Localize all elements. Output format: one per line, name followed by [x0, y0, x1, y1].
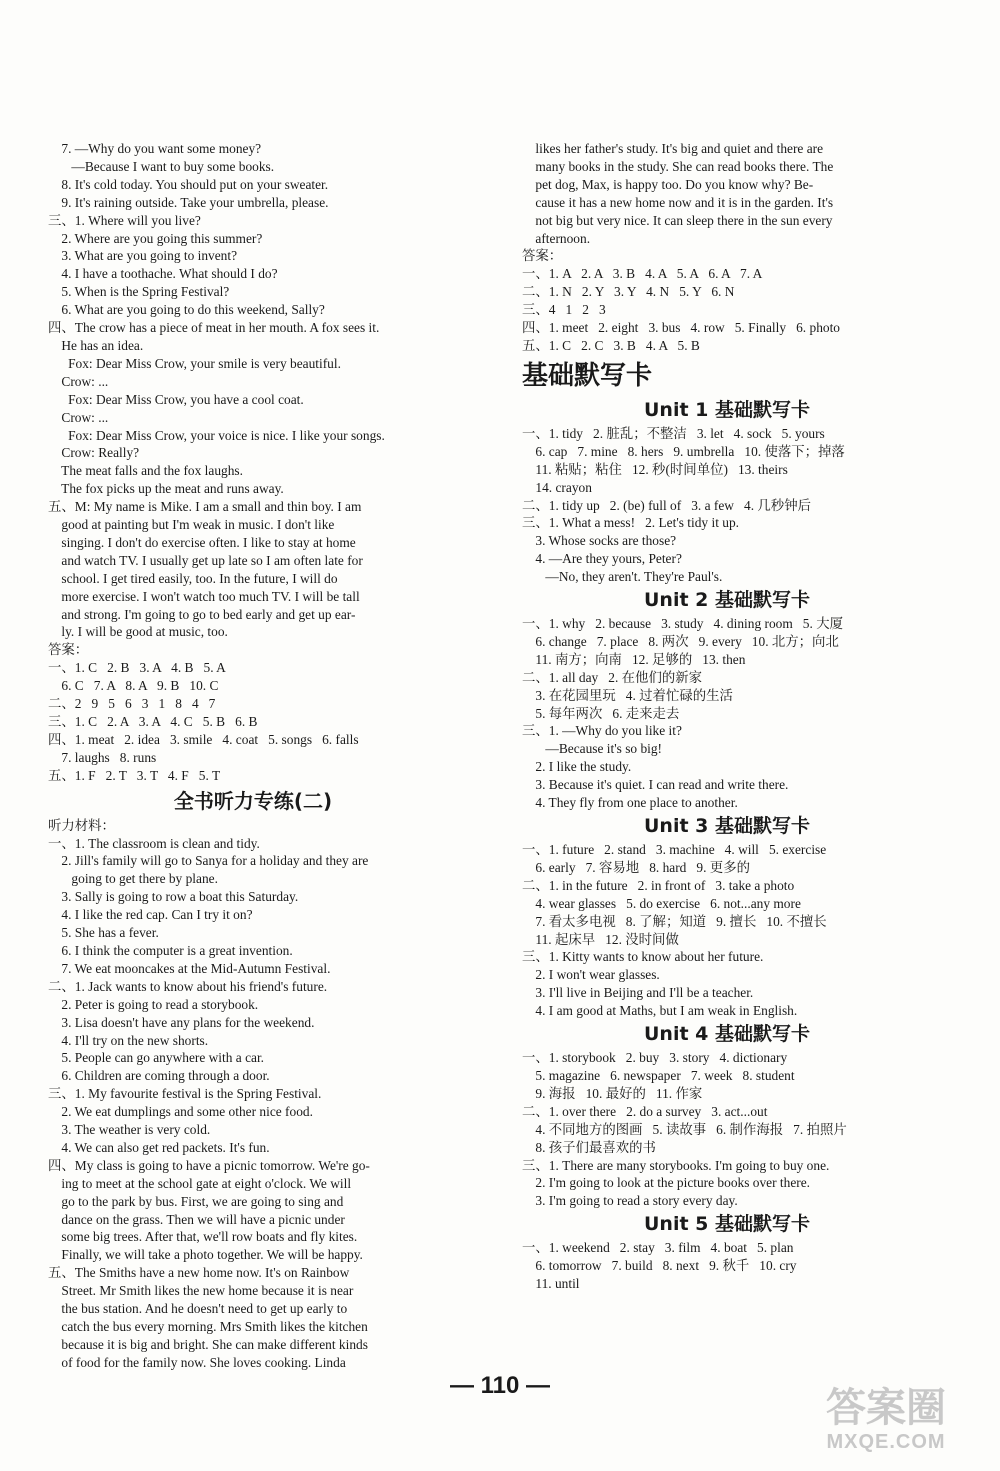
text-line: 9. 海报 10. 最好的 11. 作家 [522, 1085, 703, 1101]
text-line: 2. Peter is going to read a storybook. [48, 996, 259, 1012]
text-line: 11. 南方；向南 12. 足够的 13. then [522, 651, 746, 667]
text-line: 4. I'll try on the new shorts. [48, 1032, 209, 1048]
text-line: 6. I think the computer is a great invention. [48, 942, 293, 958]
text-line: 3. 在花园里玩 4. 过着忙碌的生活 [522, 687, 733, 703]
text-line: 答案： [522, 248, 563, 264]
text-line: 四、1. meat 2. idea 3. smile 4. coat 5. songs 6. falls [48, 731, 359, 747]
text-line: 四、The crow has a piece of meat in her mouth. A fox sees it. [48, 320, 380, 336]
text-line: 4. wear glasses 5. do exercise 6. not...any more [522, 895, 801, 911]
text-line: school. I get tired easily, too. In the future, I will do [48, 570, 338, 586]
text-line: 7. We eat mooncakes at the Mid-Autumn Festival. [48, 960, 331, 976]
text-line: He has an idea. [48, 337, 144, 353]
text-line: 2. I'm going to look at the picture books over there. [522, 1175, 811, 1191]
text-line: 2. I won't wear glasses. [522, 967, 660, 983]
text-line: 4. —Are they yours, Peter? [522, 551, 682, 567]
text-line: 4. I like the red cap. Can I try it on? [48, 907, 253, 923]
text-line: 6. early 7. 容易地 8. hard 9. 更多的 [522, 859, 750, 875]
text-line: 2. I like the study. [522, 759, 632, 775]
text-line: catch the bus every morning. Mrs Smith likes the kitchen [48, 1319, 368, 1334]
page-number: — 110 — [449, 1372, 551, 1399]
text-line: many books in the study. She can read books there. The [522, 158, 834, 174]
text-line: 5. She has a fever. [48, 925, 159, 941]
text-line: 3. Sally is going to row a boat this Saturday. [48, 889, 299, 905]
text-line: 14. crayon [522, 479, 592, 495]
text-line: 三、4 1 2 3 [522, 302, 606, 318]
text-line: 一、1. C 2. B 3. A 4. B 5. A [48, 660, 226, 676]
text-line: 3. I'll live in Beijing and I'll be a teacher. [522, 985, 754, 1001]
text-line: 3. Because it's quiet. I can read and write there. [522, 777, 789, 793]
text-line: 6. change 7. place 8. 两次 9. every 10. 北方；向北 [522, 633, 839, 649]
text-line: 2. Jill's family will go to Sanya for a holiday and they are [48, 853, 369, 869]
dictation-cards-title: 基础默写卡 [522, 360, 653, 391]
unit-lines [522, 841, 932, 1020]
text-line: Crow: ... [48, 409, 109, 425]
unit-lines [522, 425, 932, 586]
text-line: Street. Mr Smith likes the new home because it is near [48, 1283, 354, 1299]
text-line: 4. We can also get red packets. It's fun. [48, 1139, 270, 1155]
listening-material-2 [48, 817, 458, 1372]
text-line: Crow: Really? [48, 445, 140, 461]
text-line: and watch TV. I usually get up late so I am often late for [48, 552, 363, 568]
section-title-listening-2: 全书听力专练(二) [173, 788, 333, 813]
text-line: 11. 起床早 12. 没时间做 [522, 931, 679, 947]
text-line: 五、The Smiths have a new home now. It's on Rainbow [48, 1265, 350, 1281]
text-line: 3. What are you going to invent? [48, 248, 238, 264]
text-line: 4. 不同地方的图画 5. 读故事 6. 制作海报 7. 拍照片 [522, 1121, 847, 1137]
text-line: 答案： [48, 642, 89, 658]
text-line: good at painting but I'm weak in music. I don't like [48, 517, 335, 533]
text-line: of food for the family now. She loves cooking. Linda [48, 1354, 346, 1370]
left-column [48, 140, 458, 1372]
text-line: 9. It's raining outside. Take your umbrella, please. [48, 194, 329, 210]
text-line: 二、1. tidy up 2. (be) full of 3. a few 4. 几秒钟后 [522, 497, 811, 513]
text-line: 二、1. all day 2. 在他们的新家 [522, 669, 703, 685]
text-line: 3. Whose socks are those? [522, 533, 677, 549]
text-line: pet dog, Max, is happy too. Do you know why? Be- [522, 176, 814, 192]
text-line: 一、1. why 2. because 3. study 4. dining room 5. 大厦 [522, 616, 843, 632]
text-line: 二、1. N 2. Y 3. Y 4. N 5. Y 6. N [522, 284, 735, 300]
text-line: 4. I am good at Maths, but I am weak in English. [522, 1003, 798, 1019]
text-line: 三、1. —Why do you like it? [522, 723, 682, 739]
text-line: 五、1. C 2. C 3. B 4. A 5. B [522, 337, 700, 353]
text-line: 11. until [522, 1276, 580, 1292]
watermark-url: MXQE.COM [826, 1431, 946, 1453]
text-line: not big but very nice. It can sleep there in the sun every [522, 212, 833, 228]
text-line: Fox: Dear Miss Crow, you have a cool coat. [48, 391, 304, 407]
text-line: ly. I will be good at music, too. [48, 624, 228, 640]
unit-title: Unit 3 基础默写卡 [644, 815, 810, 837]
text-line: 三、1. There are many storybooks. I'm going to buy one. [522, 1157, 830, 1173]
text-line: likes her father's study. It's big and quiet and there are [522, 141, 824, 156]
text-line: 一、1. tidy 2. 脏乱；不整洁 3. let 4. sock 5. yours [522, 425, 825, 441]
text-line: Crow: ... [48, 373, 109, 389]
text-line: 五、1. F 2. T 3. T 4. F 5. T [48, 767, 221, 783]
text-line: 6. What are you going to do this weekend, Sally? [48, 302, 325, 318]
listening-passage-continued [522, 140, 932, 355]
unit-lines [522, 615, 932, 812]
text-line: 听力材料： [48, 817, 115, 833]
text-line: 7. —Why do you want some money? [48, 141, 262, 156]
text-line: 一、1. weekend 2. stay 3. film 4. boat 5. plan [522, 1240, 794, 1256]
unit-cards [522, 397, 932, 1293]
text-line: 4. I have a toothache. What should I do? [48, 266, 278, 282]
text-line: 3. The weather is very cold. [48, 1122, 211, 1138]
text-line: go to the park by bus. First, we are going to sing and [48, 1193, 344, 1209]
text-line: 三、1. Where will you live? [48, 212, 201, 228]
text-line: and strong. I'm going to go to bed early and get up ear- [48, 606, 356, 622]
text-line: 7. 看太多电视 8. 了解；知道 9. 擅长 10. 不擅长 [522, 913, 827, 929]
unit-title: Unit 4 基础默写卡 [644, 1023, 810, 1046]
text-line: dance on the grass. Then we will have a picnic under [48, 1211, 345, 1227]
text-line: 6. Children are coming through a door. [48, 1068, 270, 1084]
text-line: singing. I don't do exercise often. I like to stay at home [48, 534, 356, 550]
text-line: 三、1. C 2. A 3. A 4. C 5. B 6. B [48, 714, 258, 729]
text-line: 3. I'm going to read a story every day. [522, 1193, 738, 1209]
text-line: 2. Where are you going this summer? [48, 230, 263, 246]
text-line: 5. 每年两次 6. 走来走去 [522, 705, 680, 721]
text-line: 2. We eat dumplings and some other nice food. [48, 1104, 313, 1120]
unit-title: Unit 1 基础默写卡 [644, 398, 810, 421]
watermark-logo [796, 1385, 976, 1465]
text-line: 三、1. What a mess! 2. Let's tidy it up. [522, 515, 740, 531]
text-line: going to get there by plane. [48, 871, 218, 887]
unit-title: Unit 5 基础默写卡 [644, 1213, 810, 1236]
text-line: 一、1. A 2. A 3. B 4. A 5. A 6. A 7. A [522, 266, 763, 282]
listening-answers-1 [48, 140, 458, 785]
text-line: 7. laughs 8. runs [48, 749, 157, 765]
text-line: afternoon. [522, 230, 591, 246]
text-line: 二、2 9 5 6 3 1 8 4 7 [48, 696, 216, 712]
text-line: The fox picks up the meat and runs away. [48, 481, 284, 497]
text-line: 5. magazine 6. newspaper 7. week 8. student [522, 1067, 795, 1083]
text-line: 5. People can go anywhere with a car. [48, 1050, 265, 1066]
unit-lines [522, 1239, 932, 1293]
text-line: 二、1. in the future 2. in front of 3. take a photo [522, 877, 795, 893]
text-line: 二、1. Jack wants to know about his friend's future. [48, 978, 328, 994]
text-line: 6. C 7. A 8. A 9. B 10. C [48, 678, 219, 694]
text-line: —Because it's so big! [522, 741, 663, 757]
text-line: 四、1. meet 2. eight 3. bus 4. row 5. Finally 6. photo [522, 320, 841, 336]
text-line: Fox: Dear Miss Crow, your smile is very beautiful. [48, 355, 341, 371]
text-line: because it is big and bright. She can make different kinds [48, 1336, 368, 1352]
text-line: 6. cap 7. mine 8. hers 9. umbrella 10. 使落下；掉落 [522, 443, 845, 459]
unit-title: Unit 2 基础默写卡 [644, 589, 810, 612]
text-line: 11. 粘贴；粘住 12. 秒(时间单位) 13. theirs [522, 461, 788, 477]
text-line: cause it has a new home now and it is in the garden. It's [522, 194, 834, 210]
text-line: 6. tomorrow 7. build 8. next 9. 秋千 10. cry [522, 1258, 797, 1274]
text-line: 三、1. Kitty wants to know about her future. [522, 949, 764, 965]
text-line: the bus station. And he doesn't need to get up early to [48, 1301, 348, 1317]
text-line: 四、My class is going to have a picnic tomorrow. We're go- [48, 1157, 370, 1173]
text-line: Fox: Dear Miss Crow, your voice is nice. I like your songs. [48, 427, 385, 443]
text-line: The meat falls and the fox laughs. [48, 463, 243, 479]
text-line: 8. 孩子们最喜欢的书 [522, 1139, 656, 1155]
text-line: —No, they aren't. They're Paul's. [522, 569, 723, 585]
text-line: 一、1. storybook 2. buy 3. story 4. dictionary [522, 1050, 788, 1066]
text-line: some big trees. After that, we'll row boats and fly kites. [48, 1229, 358, 1245]
text-line: 一、1. The classroom is clean and tidy. [48, 835, 260, 851]
text-line: 三、1. My favourite festival is the Spring Festival. [48, 1086, 322, 1102]
watermark-logo-text: 答案圈 [826, 1385, 946, 1431]
text-line: 一、1. future 2. stand 3. machine 4. will 5. exercise [522, 842, 827, 857]
text-line: 3. Lisa doesn't have any plans for the weekend. [48, 1014, 315, 1030]
text-line: 8. It's cold today. You should put on your sweater. [48, 176, 329, 192]
text-line: Finally, we will take a photo together. We will be happy. [48, 1247, 363, 1263]
text-line: 五、M: My name is Mike. I am a small and thin boy. I am [48, 499, 362, 515]
text-line: 二、1. over there 2. do a survey 3. act...out [522, 1103, 768, 1119]
unit-lines [522, 1049, 932, 1210]
text-line: 5. When is the Spring Festival? [48, 284, 230, 300]
text-line: —Because I want to buy some books. [48, 158, 275, 174]
text-line: 4. They fly from one place to another. [522, 795, 738, 811]
text-line: ing to meet at the school gate at eight o'clock. We will [48, 1175, 352, 1191]
text-line: more exercise. I won't watch too much TV. I will be tall [48, 588, 360, 604]
right-column [522, 140, 932, 1293]
